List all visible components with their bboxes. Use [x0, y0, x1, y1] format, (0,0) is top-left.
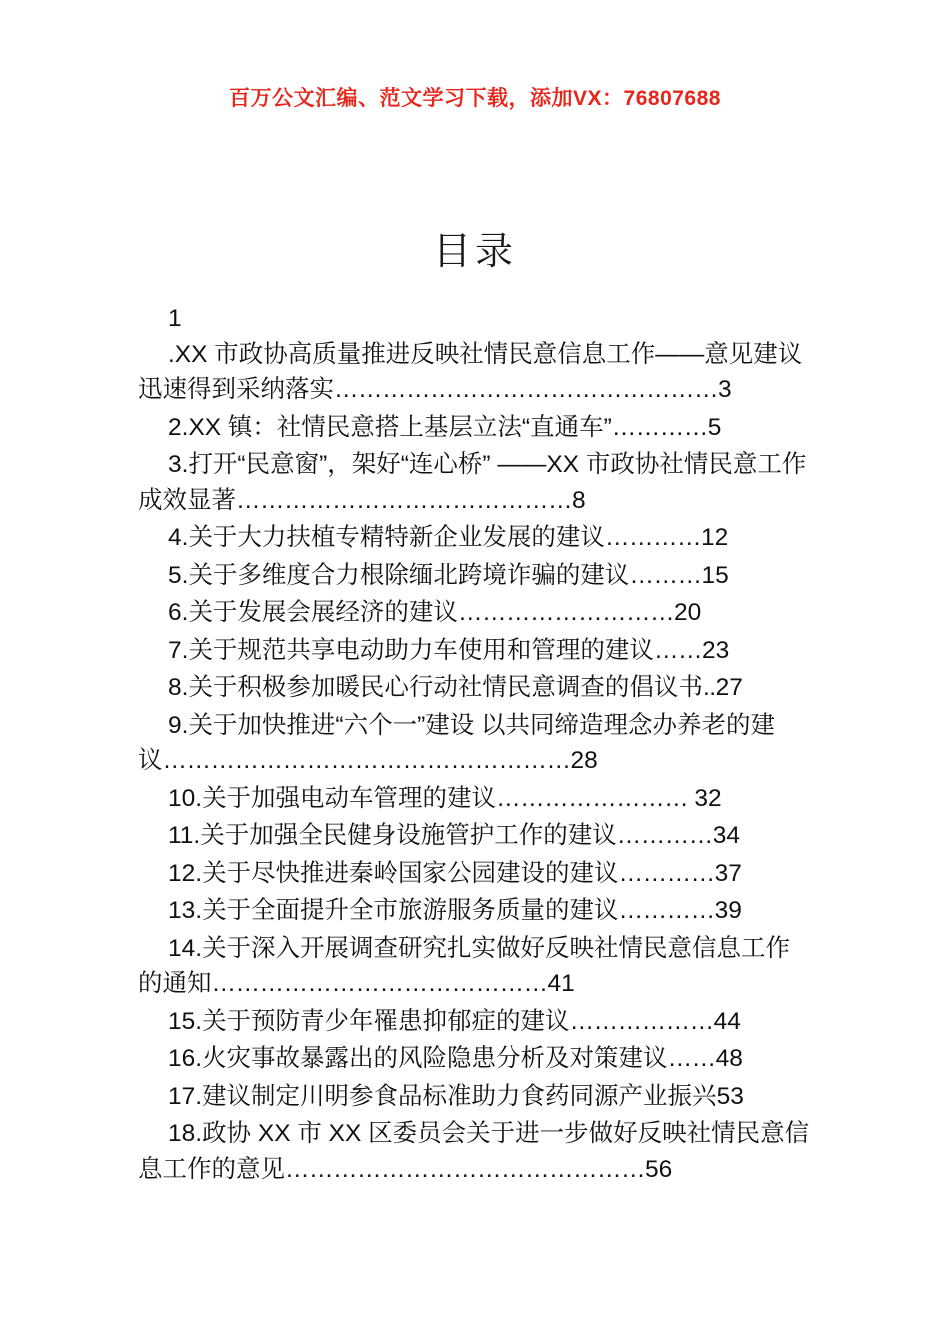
toc-entry[interactable] [138, 301, 810, 408]
toc-entry-title: 政协 XX 市 XX 区委员会关于进一步做好反映社情民意信息工作的意见 [138, 1120, 810, 1183]
toc-entry-title: 关于预防青少年罹患抑郁症的建议 [202, 1007, 570, 1035]
toc-entry-number: 2. [168, 413, 189, 441]
toc-entry-title: .XX 市政协高质量推进反映社情民意信息工作——意见建议迅速得到采纳落实 [138, 340, 803, 404]
toc-entry-number: 3. [168, 451, 189, 479]
toc-entry[interactable] [138, 931, 810, 1002]
toc-entry-number: 13. [168, 897, 203, 925]
toc-entry-page: 28 [570, 747, 598, 775]
toc-entry-number: 6. [168, 599, 189, 627]
toc-entry[interactable] [138, 520, 810, 556]
toc-entry-number: 9. [168, 711, 189, 739]
toc-entry[interactable] [138, 856, 810, 892]
toc-leader: ……… [629, 561, 702, 589]
toc-entry-page: 41 [547, 970, 575, 998]
toc-entry-title: 关于积极参加暖民心行动社情民意调查的倡议书 [188, 674, 703, 702]
toc-entry-title: 关于尽快推进秦岭国家公园建设的建议 [202, 859, 619, 887]
toc-leader: ………… [618, 859, 715, 887]
toc-entry[interactable] [138, 1004, 810, 1040]
toc-entry[interactable] [138, 410, 810, 446]
toc-entry-number: 14. [168, 934, 203, 962]
toc-entry-page: 3 [718, 376, 732, 404]
toc-entry-page: 53 [716, 1082, 744, 1110]
toc-entry-title: 关于加强电动车管理的建议 [202, 784, 497, 812]
toc-entry-title: 关于规范共享电动助力车使用和管理的建议 [188, 636, 654, 664]
toc-leader: ……………………………………… [285, 1155, 645, 1183]
page-title: 目录 [432, 231, 517, 273]
toc-leader: …………………………………… [236, 486, 572, 514]
toc-leader: ………… [618, 897, 715, 925]
toc-entry-number: 12. [168, 859, 203, 887]
toc-entry-page: 48 [715, 1045, 743, 1073]
toc-entry-page: 37 [714, 859, 742, 887]
toc-entry[interactable] [138, 670, 810, 706]
toc-leader: …… [667, 1045, 716, 1073]
toc-entry-page: 34 [712, 822, 741, 850]
toc-entry[interactable] [138, 558, 810, 594]
toc-entry-number: 8. [168, 674, 189, 702]
toc-entry-title: 火灾事故暴露出的风险隐患分析及对策建议 [202, 1045, 668, 1073]
toc-entry-number: 11. [168, 822, 201, 850]
toc-entry-page: 23 [701, 636, 730, 664]
toc-entry[interactable] [138, 781, 810, 817]
toc-entry-number: 7. [168, 636, 189, 664]
toc-leader: …………………………………… [211, 970, 548, 998]
toc-entry-page: 8 [572, 486, 586, 514]
toc-entry-page: 5 [707, 413, 722, 441]
toc-leader: ………………………………………… [334, 376, 718, 404]
toc-entry[interactable] [138, 1041, 810, 1077]
toc-entry-number: 10. [168, 784, 203, 812]
toc-entry[interactable] [138, 818, 810, 854]
toc-entry-title: 关于发展会展经济的建议 [188, 599, 458, 627]
toc-entry-number: 4. [168, 524, 189, 552]
toc-entry-title: 关于深入开展调查研究扎实做好反映社情民意信息工作的通知 [138, 934, 791, 998]
toc-entry-page: 15 [701, 561, 729, 589]
toc-entry-title: 建议制定川明参食品标准助力食药同源产业振兴 [202, 1082, 717, 1110]
toc-entry-title: 关于全面提升全市旅游服务质量的建议 [202, 897, 619, 925]
toc-entry-title: 关于大力扶植专精特新企业发展的建议 [188, 524, 605, 552]
toc-entry-page: 44 [713, 1007, 741, 1035]
toc-entry[interactable] [138, 1116, 810, 1187]
toc-entry-title: 打开“民意窗”，架好“连心桥” ——XX 市政协社情民意工作成效显著 [138, 451, 807, 514]
toc-leader: ………… [604, 524, 701, 552]
toc-entry-title: 关于多维度合力根除缅北跨境诈骗的建议 [188, 561, 630, 589]
toc-leader: …………………………………………… [162, 747, 571, 775]
toc-entry[interactable] [138, 447, 810, 518]
toc-entry-page: 32 [694, 784, 722, 812]
toc-entry-title: 关于加快推进“六个一”建设 以共同缔造理念办养老的建议 [138, 711, 776, 775]
toc-entry-number: 16. [168, 1045, 203, 1073]
toc-entry-page: 20 [673, 599, 702, 627]
toc-entry[interactable] [138, 595, 810, 631]
toc-leader: ……………………… [457, 599, 674, 627]
toc-entry-page: 27 [715, 674, 743, 702]
toc-entry-number: 15. [168, 1007, 203, 1035]
toc-leader: ……………… [569, 1007, 714, 1035]
toc-entry-number: 1 [168, 305, 182, 332]
table-of-contents [0, 301, 950, 1187]
toc-entry-number: 18. [168, 1120, 203, 1148]
toc-entry-number: 17. [168, 1082, 203, 1110]
toc-entry[interactable] [138, 893, 810, 929]
toc-entry-page: 12 [700, 524, 729, 552]
toc-leader: ………… [616, 822, 713, 850]
toc-entry-page: 56 [645, 1155, 673, 1183]
toc-entry[interactable] [138, 708, 810, 779]
toc-leader: …… [653, 636, 702, 664]
toc-entry-title: XX 镇：社情民意搭上基层立法“直通车” [188, 413, 612, 441]
toc-entry-number: 5. [168, 561, 189, 589]
toc-leader: …………………… [496, 784, 695, 812]
toc-leader: .. [702, 674, 716, 702]
toc-entry[interactable] [138, 633, 810, 669]
toc-entry[interactable] [138, 1079, 810, 1115]
promo-banner: 百万公文汇编、范文学习下载，添加VX：76807688 [229, 87, 721, 110]
toc-entry-page: 39 [714, 897, 742, 925]
toc-entry-title: 关于加强全民健身设施管护工作的建议 [200, 822, 617, 850]
toc-leader: ………… [611, 413, 708, 441]
